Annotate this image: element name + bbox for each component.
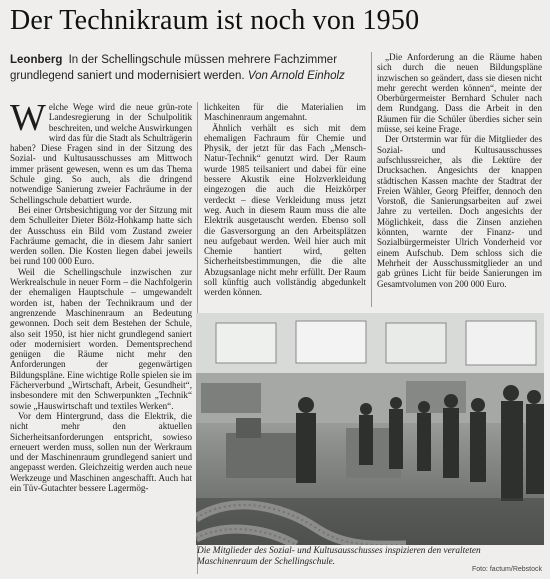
drop-cap: W: [10, 102, 46, 139]
photo-credit: Foto: factum/Rebstock: [471, 566, 542, 573]
column-divider: [371, 52, 372, 307]
author-line: Von Arnold Einholz: [247, 70, 345, 82]
article-column-1: [10, 102, 192, 578]
paragraph: lichkeiten für die Materialien im Maschinenraum angemahnt.: [204, 102, 366, 123]
dateline-place: Leonberg: [10, 54, 63, 66]
paragraph: [10, 102, 192, 205]
paragraph: Bei einer Ortsbesichtigung vor der Sitzung mit dem Schulleiter Dieter Bölz-Hohkamp hatte sich der Ausschuss ein Bild vom Zustand zweier Fachräume gemacht, die in diesem Jahr saniert werden sollen. Die Kosten liegen dabei jeweils bei rund 100 000 Euro.: [10, 204, 192, 267]
paragraph: „Die Anforderung an die Räume haben sich durch die neuen Bildungspläne inzwischen so geändert, dass sie diesen nicht mehr gerecht werden können“, meinte der Oberbürgermeister Bernhard Schuler nach dem Rundgang. Dass die Arbeit in den Räumen für die Schüler überdies sicher sein müsse, sei keine Frage.: [377, 52, 542, 135]
workshop-photo-illustration: [196, 313, 544, 545]
headline: Der Technikraum ist noch von 1950: [10, 5, 420, 36]
article-column-2: [204, 102, 366, 307]
paragraph: Ähnlich verhält es sich mit dem ehemaligen Fachraum für Chemie und Physik, der jetzt für das Fach „Mensch-Natur-Technik“ genutzt wird. Der Raum wurde 1985 teilsaniert und dabei für eine bessere Akustik eine Holzverkleidung eingezogen die auch die Heizkörper verdeckt – diese Verkleidung muss jetzt weg. Auch in diesem Raum muss die alte Elektrik ausgetauscht werden. Ebenso soll die Gasversorgung an den Arbeitsplätzen neu aufgebaut werden. Weil hier auch mit Chemie hantiert wird, gelten Sicherheitsbestimmungen, die die alte Abzugsanlage nicht mehr erfüllt. Der Raum soll künftig auch vollständig abgedunkelt werden können.: [204, 122, 366, 298]
deck-text: In der Schellingschule müssen mehrere Fachzimmer grundlegend saniert und modernisiert werden.: [10, 54, 338, 82]
paragraph: Der Ortstermin war für die Mitglieder des Sozial- und Kultusausschusses aufschlussreicher, als die Lektüre der Drucksachen. Angesichts der knappen städtischen Kassen machte der Stadtrat der Freien Wähler, Georg Pfeiffer, dennoch den Vorstoß, die Sanierungsarbeiten auf zwei Jahre zu verteilen. Doch angesichts der Möglichkeit, dass die Zinsen anziehen könnten, warnte der Finanz- und Sozialbürgermeister Ulrich Vonderheid vor einem Aufschub. Dem schloss sich die Mehrheit der Ausschussmitglieder an und gab grünes Licht für beide Sanierungen im Gesamtvolumen von 200 000 Euro.: [377, 134, 542, 289]
photo-caption: Die Mitglieder des Sozial- und Kultusausschusses inspizieren den veralteten Maschinenraum der Schellingschule.: [197, 546, 481, 567]
paragraph: Weil die Schellingschule inzwischen zur Werkrealschule in neuer Form – die Nachfolgerin der ehemaligen Hauptschule – umgewandelt worden ist, haben der Technikraum und der angrenzende Maschinenraum an Bedeutung gewonnen. Doch seit dem Bestehen der Schule, also seit 1950, ist hier nicht grundlegend saniert oder modernisiert worden. Dementsprechend genügen die Räume nicht mehr den Anforderungen der gegenwärtigen Bildungspläne. Eine wichtige Rolle spielen sie im Fächerverbund „Wirtschaft, Arbeit, Gesundheit“, insbesondere mit den Schwerpunkten „Technik“ sowie „Hauswirtschaft und textiles Werken“.: [10, 266, 192, 411]
paragraph-text: elche Wege wird die neue grün-rote Landesregierung in der Schulpolitik beschreiten, und welche Auswirkungen wird das für die Stadt als Schulträgerin haben? Diese Fragen sind in der Sitzung des Sozial- und Kultusausschusses am Mittwoch immer präsent gewesen, wenn es um das Thema Schule ging. So auch, als die dringend notwendige Sanierung zweier Fachräume in der Schellingschule debattiert wurde.: [10, 102, 192, 205]
paragraph: Vor dem Hintergrund, dass die Elektrik, die nicht mehr den aktuellen Sicherheitsanforderungen entspricht, sowieso erneuert werden muss, sollen nun der Werkraum und der Maschinenraum grundlegend saniert und angepasst werden. Gleichzeitig werden auch neue Werkzeuge und Maschinen angeschafft. Auch hat ein Tüv-Gutachter bessere Lagermög-: [10, 410, 192, 493]
article-photo: [196, 313, 544, 545]
article-deck: [10, 52, 370, 84]
article-column-3: [377, 52, 542, 307]
